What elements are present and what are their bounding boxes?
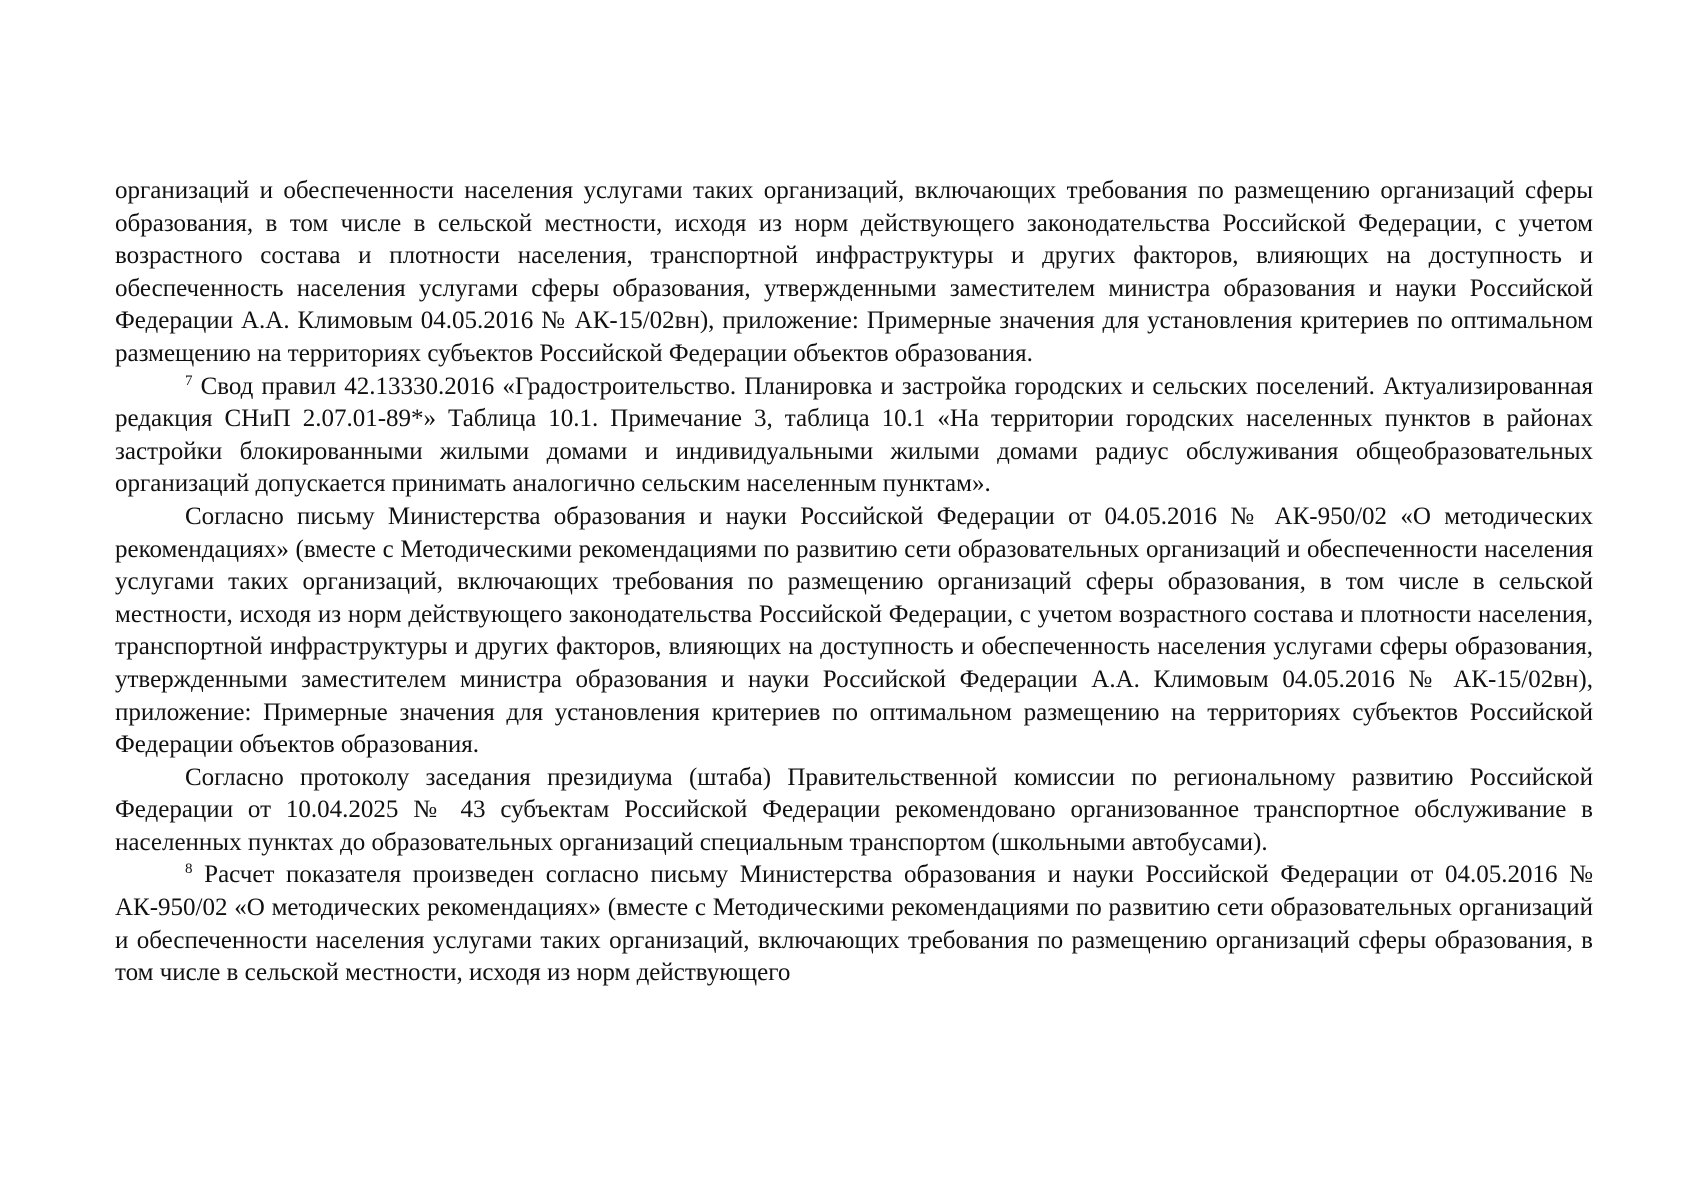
document-page (115, 175, 1593, 990)
paragraph-text: Свод правил 42.13330.2016 «Градостроительство. Планировка и застройка городских и сельских поселений. Актуализированная редакция СНиП 2.07.01-89*» Таблица 10.1. Примечание 3, таблица 10.1 «На территории городских населенных пунктов в районах застройки блокированными жилыми домами и индивидуальными жилыми домами радиус обслуживания общеобразовательных организаций допускается принимать аналогично сельским населенным пунктам». (115, 372, 1593, 498)
paragraph-text: организаций и обеспеченности населения услугами таких организаций, включающих требования по размещению организаций сферы образования, в том числе в сельской местности, исходя из норм действующего законодательства Российской Федерации, с учетом возрастного состава и плотности населения, транспортной инфраструктуры и других факторов, влияющих на доступность и обеспеченность населения услугами сферы образования, утвержденными заместителем министра образования и науки Российской Федерации А.А. Климовым 04.05.2016 № АК-15/02вн), приложение: Примерные значения для установления критериев по оптимальном размещению на территориях субъектов Российской Федерации объектов образования. (115, 177, 1593, 367)
footnote-marker: 8 (185, 861, 193, 878)
footnote-7 (115, 371, 1593, 501)
paragraph-text: Согласно протоколу заседания президиума (штаба) Правительственной комиссии по региональному развитию Российской Федерации от 10.04.2025 № 43 субъектам Российской Федерации рекомендовано организованное транспортное обслуживание в населенных пунктах до образовательных организаций специальным транспортом (школьными автобусами). (115, 763, 1593, 856)
paragraph-text: Расчет показателя произведен согласно письму Министерства образования и науки Российской Федерации от 04.05.2016 № АК-950/02 «О методических рекомендациях» (вместе с Методическими рекомендациями по развитию сети образовательных организаций и обеспеченности населения услугами таких организаций, включающих требования по размещению организаций сферы образования, в том числе в сельской местности, исходя из норм действующего (115, 861, 1593, 987)
paragraph-text: Согласно письму Министерства образования и науки Российской Федерации от 04.05.2016 № АК-950/02 «О методических рекомендациях» (вместе с Методическими рекомендациями по развитию сети образовательных организаций и обеспеченности населения услугами таких организаций, включающих требования по размещению организаций сферы образования, в том числе в сельской местности, исходя из норм действующего законодательства Российской Федерации, с учетом возрастного состава и плотности населения, транспортной инфраструктуры и других факторов, влияющих на доступность и обеспеченность населения услугами сферы образования, утвержденными заместителем министра образования и науки Российской Федерации А.А. Климовым 04.05.2016 № АК-15/02вн), приложение: Примерные значения для установления критериев по оптимальном размещению на территориях субъектов Российской Федерации объектов образования. (115, 502, 1593, 759)
paragraph-letter-reference (115, 501, 1593, 762)
paragraph-continuation (115, 175, 1593, 371)
footnote-8 (115, 859, 1593, 989)
footnote-marker: 7 (185, 372, 193, 389)
paragraph-protocol-reference (115, 762, 1593, 860)
